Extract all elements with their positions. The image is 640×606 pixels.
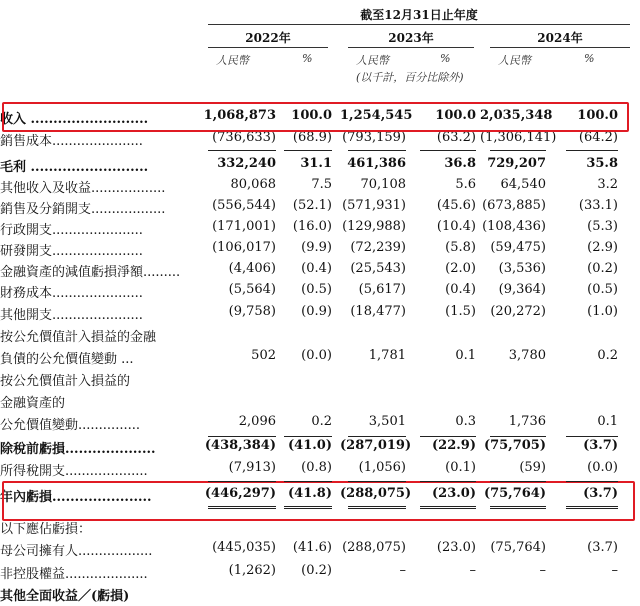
row-value: (287,019) — [340, 438, 412, 453]
row-label: 其他全面收益／(虧損) — [0, 589, 130, 604]
row-value: (59,475) — [490, 240, 546, 255]
row-value: (288,075) — [340, 486, 412, 501]
tax-line-c6 — [566, 481, 618, 482]
row-value: (5,617) — [358, 282, 406, 297]
row-value: (10.4) — [436, 219, 476, 234]
net-loss-highlight-box — [2, 481, 635, 521]
row-value: (0.2) — [301, 563, 332, 578]
row-value: 0.1 — [455, 348, 476, 363]
row-value: 729,207 — [487, 156, 546, 171]
row-value: (5.3) — [587, 219, 618, 234]
row-value: (3.7) — [583, 486, 618, 501]
row-value: (7,913) — [228, 460, 276, 475]
row-value: (0.9) — [301, 304, 332, 319]
row-value: 0.3 — [455, 414, 476, 429]
row-label: 公允價值變動............... — [0, 418, 140, 433]
table-row — [0, 438, 640, 458]
row-value: (64.2) — [578, 130, 618, 145]
row-value: (1,262) — [228, 563, 276, 578]
row-value: 0.1 — [597, 414, 618, 429]
pretax-line-c6 — [566, 436, 618, 437]
row-value: 80,068 — [230, 177, 276, 192]
year-header-2024: 2024年 — [537, 31, 583, 45]
year-underline-2023 — [348, 47, 474, 48]
row-value: (445,035) — [212, 540, 276, 555]
row-value: 332,240 — [217, 156, 276, 171]
row-label: 銷售成本...................... — [0, 134, 143, 149]
row-value: (736,633) — [212, 130, 276, 145]
year-header-2022: 2022年 — [245, 31, 291, 45]
row-value: (171,001) — [212, 219, 276, 234]
table-row — [0, 414, 640, 434]
table-row — [0, 198, 640, 218]
row-value: (0.4) — [445, 282, 476, 297]
row-value: (2.0) — [445, 261, 476, 276]
row-value: 3.2 — [597, 177, 618, 192]
row-value: (20,272) — [490, 304, 546, 319]
subtotal-line-c4 — [420, 150, 476, 151]
row-value: (288,075) — [342, 540, 406, 555]
row-value: (793,159) — [342, 130, 406, 145]
row-label: 行政開支...................... — [0, 223, 143, 238]
row-value: 35.8 — [586, 156, 618, 171]
row-value: (2.9) — [587, 240, 618, 255]
row-value: (75,764) — [483, 486, 546, 501]
pretax-line-c1 — [208, 436, 276, 437]
row-value: (0.1) — [445, 460, 476, 475]
table-row — [0, 540, 640, 560]
row-value: 70,108 — [360, 177, 406, 192]
row-value: (3.7) — [587, 540, 618, 555]
unit-pct-2023: % — [440, 52, 451, 65]
subtotal-line-c5 — [490, 150, 546, 151]
row-value: (75,764) — [490, 540, 546, 555]
row-value: 1,781 — [368, 348, 406, 363]
row-value: (1.5) — [445, 304, 476, 319]
row-value: 64,540 — [500, 177, 546, 192]
subtotal-line-c1 — [208, 150, 276, 151]
row-value: (18,477) — [350, 304, 406, 319]
row-value: (33.1) — [578, 198, 618, 213]
total-double-line-c5 — [490, 506, 546, 509]
row-value: (41.8) — [288, 486, 332, 501]
row-value: (22.9) — [432, 438, 476, 453]
year-underline-2022 — [208, 47, 328, 48]
row-value: (108,436) — [482, 219, 546, 234]
table-row — [0, 370, 640, 390]
row-value: 100.0 — [435, 108, 476, 123]
row-value: (68.9) — [292, 130, 332, 145]
subtotal-line-c6 — [566, 150, 618, 151]
unit-pct-2024: % — [584, 52, 595, 65]
row-value: 461,386 — [347, 156, 406, 171]
row-label: 金融資產的 — [0, 396, 66, 411]
unit-rmb-2023: 人民幣 — [356, 54, 389, 67]
year-header-2023: 2023年 — [388, 31, 434, 45]
row-value: (9.9) — [301, 240, 332, 255]
table-row — [0, 392, 640, 412]
row-label: 研發開支...................... — [0, 244, 143, 259]
row-value: 1,736 — [508, 414, 546, 429]
row-label: 除稅前虧損.................... — [0, 442, 156, 457]
row-value: (1,306,141) — [480, 130, 557, 145]
row-value: 31.1 — [300, 156, 332, 171]
row-label: 按公允價值計入損益的金融 — [0, 330, 157, 345]
row-value: (9,758) — [228, 304, 276, 319]
row-value: (0.8) — [301, 460, 332, 475]
row-value: (5,564) — [228, 282, 276, 297]
row-value: (0.4) — [301, 261, 332, 276]
row-label: 收入 .......................... — [0, 112, 149, 127]
row-value: (3,536) — [498, 261, 546, 276]
row-label: 負債的公允價值變動 ... — [0, 352, 134, 367]
table-row — [0, 518, 640, 538]
row-label: 銷售及分銷開支.................. — [0, 202, 166, 217]
total-double-line-c1 — [208, 506, 276, 509]
subtotal-line-c3 — [348, 150, 406, 151]
row-label: 按公允價值計入損益的 — [0, 374, 131, 389]
row-label: 年內虧損...................... — [0, 490, 152, 505]
row-value: 3,501 — [368, 414, 406, 429]
row-value: (438,384) — [204, 438, 276, 453]
subtotal-line-c2 — [284, 150, 332, 151]
pretax-line-c3 — [348, 436, 406, 437]
table-row — [0, 348, 640, 368]
row-value: 100.0 — [577, 108, 618, 123]
row-value: (9,364) — [498, 282, 546, 297]
row-value: (129,988) — [342, 219, 406, 234]
table-row — [0, 304, 640, 324]
row-value: (3.7) — [583, 438, 618, 453]
row-value: (556,544) — [212, 198, 276, 213]
total-double-line-c6 — [566, 506, 618, 509]
row-value: (0.5) — [587, 282, 618, 297]
total-double-line-c2 — [284, 506, 332, 509]
table-row — [0, 585, 640, 605]
tax-line-c5 — [490, 481, 546, 482]
row-value: 1,254,545 — [340, 108, 413, 123]
row-value: (25,543) — [350, 261, 406, 276]
row-value: (571,931) — [342, 198, 406, 213]
row-value: (41.6) — [292, 540, 332, 555]
revenue-highlight-box — [2, 102, 629, 132]
period-header: 截至12月31日止年度 — [360, 8, 478, 22]
pretax-line-c5 — [490, 436, 546, 437]
row-value: (5.8) — [445, 240, 476, 255]
row-value: – — [539, 563, 546, 578]
table-row — [0, 563, 640, 583]
table-row — [0, 460, 640, 480]
row-value: (16.0) — [292, 219, 332, 234]
row-value: – — [611, 563, 618, 578]
table-row — [0, 156, 640, 176]
row-value: (4,406) — [228, 261, 276, 276]
row-value: 0.2 — [311, 414, 332, 429]
row-value: (41.0) — [288, 438, 332, 453]
period-underline — [208, 24, 630, 25]
row-value: (0.0) — [587, 460, 618, 475]
row-value: 0.2 — [597, 348, 618, 363]
row-value: (23.0) — [436, 540, 476, 555]
pretax-line-c4 — [420, 436, 476, 437]
table-row — [0, 219, 640, 239]
row-label: 所得稅開支.................... — [0, 464, 148, 479]
unit-pct-2022: % — [302, 52, 313, 65]
pretax-line-c2 — [284, 436, 332, 437]
row-label: 金融資產的減值虧損淨額......... — [0, 265, 181, 280]
table-row — [0, 261, 640, 281]
table-row — [0, 240, 640, 260]
row-value: – — [399, 563, 406, 578]
unit-rmb-2022: 人民幣 — [216, 54, 249, 67]
row-value: (0.2) — [587, 261, 618, 276]
row-label: 毛利 .......................... — [0, 160, 149, 175]
row-value: 3,780 — [508, 348, 546, 363]
row-value: 5.6 — [455, 177, 476, 192]
row-value: (75,705) — [483, 438, 546, 453]
table-row — [0, 326, 640, 346]
row-value: 2,035,348 — [480, 108, 553, 123]
unit-rmb-2024: 人民幣 — [498, 54, 531, 67]
row-value: (23.0) — [432, 486, 476, 501]
row-label: 其他收入及收益.................. — [0, 181, 166, 196]
row-value: (45.6) — [436, 198, 476, 213]
row-value: 100.0 — [291, 108, 332, 123]
year-underline-2024 — [490, 47, 630, 48]
row-label: 非控股權益.................... — [0, 567, 148, 582]
row-label: 以下應佔虧損： — [0, 522, 92, 537]
row-value: (72,239) — [350, 240, 406, 255]
row-label: 財務成本...................... — [0, 286, 143, 301]
tax-line-c1 — [208, 481, 276, 482]
row-value: (446,297) — [204, 486, 276, 501]
table-row — [0, 177, 640, 197]
row-value: 1,068,873 — [203, 108, 276, 123]
table-row — [0, 282, 640, 302]
tax-line-c4 — [420, 481, 476, 482]
row-value: (63.2) — [436, 130, 476, 145]
row-value: (0.0) — [301, 348, 332, 363]
row-value: 7.5 — [311, 177, 332, 192]
total-double-line-c3 — [348, 506, 406, 509]
row-value: 502 — [251, 348, 276, 363]
row-value: 2,096 — [238, 414, 276, 429]
row-value: 36.8 — [444, 156, 476, 171]
row-value: (52.1) — [292, 198, 332, 213]
row-value: (59) — [519, 460, 546, 475]
row-value: (0.5) — [301, 282, 332, 297]
row-label: 母公司擁有人.................. — [0, 544, 153, 559]
row-label: 其他開支...................... — [0, 308, 143, 323]
row-value: – — [469, 563, 476, 578]
total-double-line-c4 — [420, 506, 476, 509]
row-value: (1,056) — [358, 460, 406, 475]
table-row — [0, 130, 640, 150]
unit-note-2023: (以千計，百分比除外) — [356, 71, 464, 84]
row-value: (106,017) — [212, 240, 276, 255]
tax-line-c3 — [348, 481, 406, 482]
row-value: (1.0) — [587, 304, 618, 319]
tax-line-c2 — [284, 481, 332, 482]
row-value: (673,885) — [482, 198, 546, 213]
